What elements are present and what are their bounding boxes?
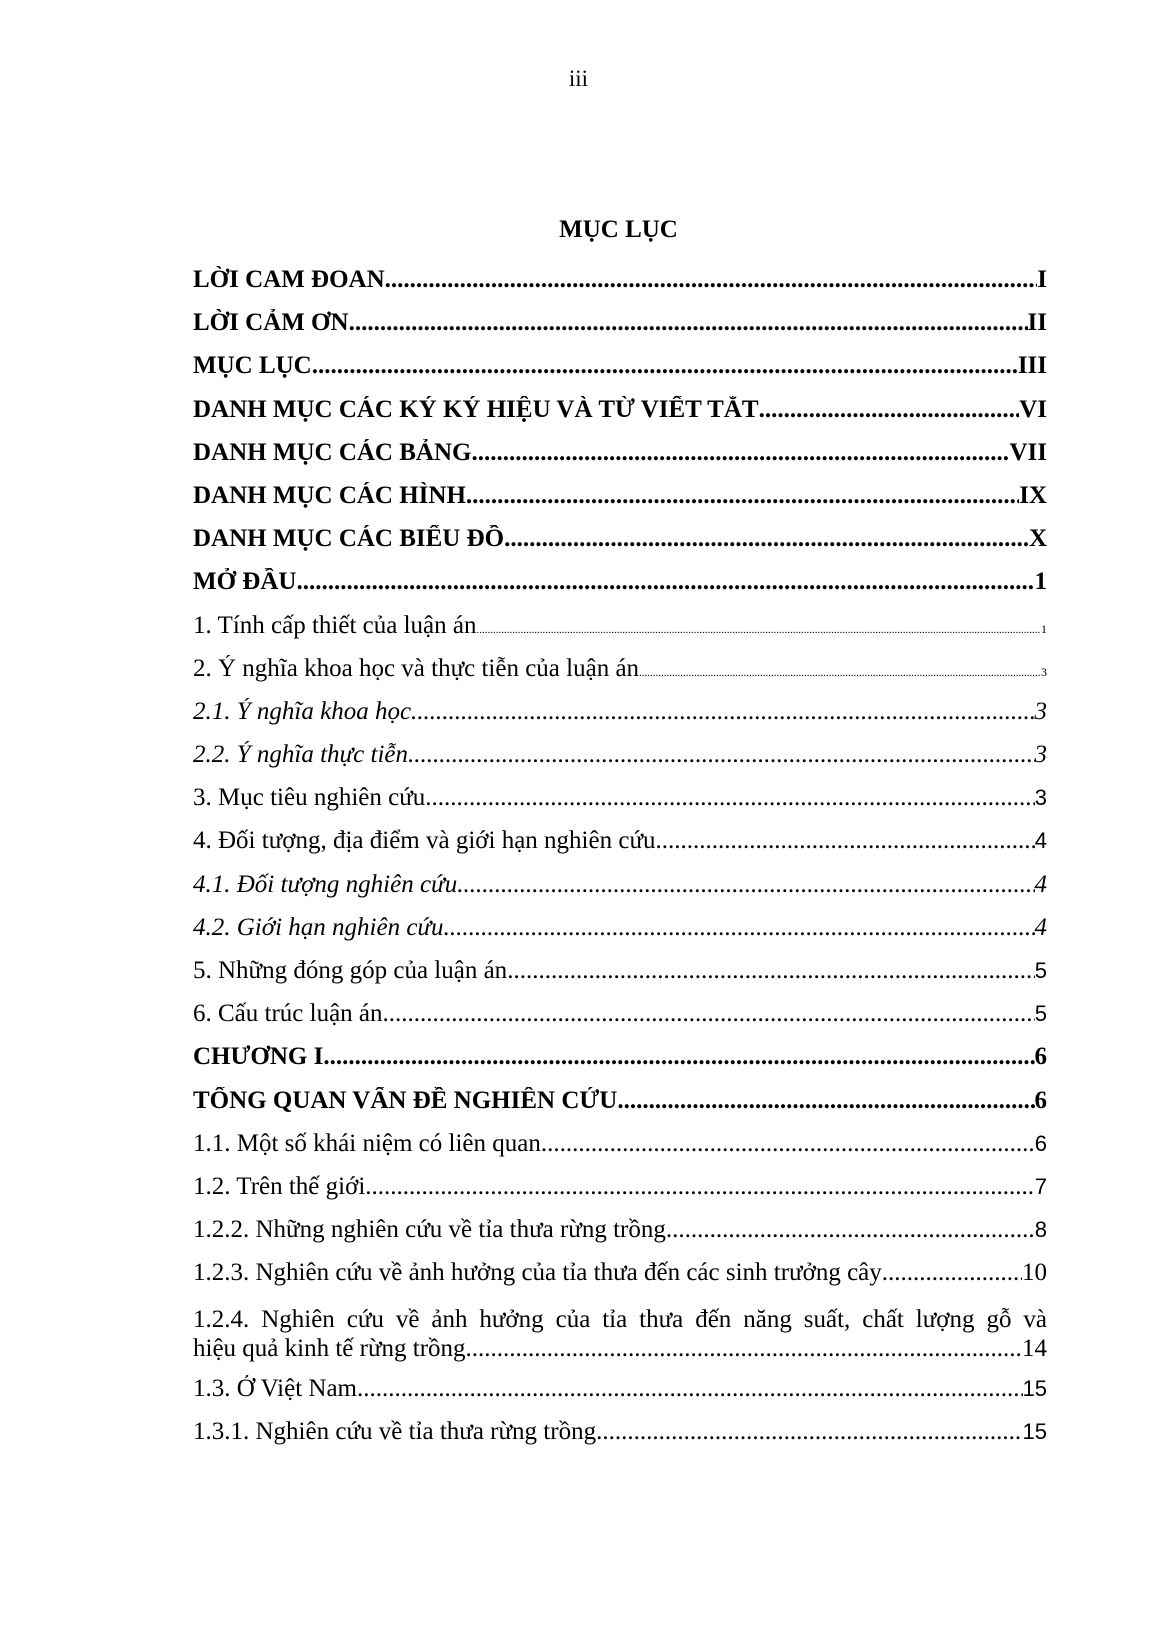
toc-dot-leader	[639, 655, 1041, 683]
toc-entry-chuong-1[interactable]	[193, 1043, 1047, 1086]
toc-entry-gioi-han-nghien-cuu[interactable]	[193, 914, 1047, 957]
toc-entry-label: 1.3. Ở Việt Nam	[193, 1374, 357, 1402]
toc-entry-label: 1.2.2. Những nghiên cứu về tỉa thưa rừng trồng	[193, 1216, 666, 1244]
toc-dot-leader	[541, 1130, 1035, 1158]
toc-entry-page: IX	[1019, 481, 1047, 509]
toc-entry-page: 6	[1034, 1130, 1047, 1156]
toc-dot-leader	[666, 1216, 1035, 1244]
toc-dot-leader	[596, 1418, 1022, 1446]
toc-dot-leader	[656, 827, 1035, 855]
toc-entry-y-nghia-thuc-tien[interactable]	[193, 741, 1047, 784]
toc-entry-line2	[193, 1334, 1047, 1363]
toc-entry-ky-hieu-viet-tat[interactable]	[193, 396, 1047, 439]
toc-entry-page: 8	[1034, 1217, 1047, 1243]
toc-entry-dong-gop[interactable]	[193, 957, 1047, 1000]
toc-entry-label: CHƯƠNG I	[193, 1043, 324, 1071]
toc-dot-leader	[504, 525, 1029, 553]
toc-entry-page: 3	[1041, 664, 1047, 679]
toc-entry-loi-cam-on[interactable]	[193, 309, 1047, 352]
toc-entry-label: DANH MỤC CÁC KÝ KÝ HIỆU VÀ TỪ VIẾT TẮT	[193, 395, 759, 423]
toc-entry-label: 6. Cấu trúc luận án	[193, 1000, 383, 1028]
toc-entry-danh-muc-hinh[interactable]	[193, 482, 1047, 525]
toc-entry-label: 5. Những đóng góp của luận án	[193, 957, 508, 984]
toc-entry-label-line1: 1.2.4. Nghiên cứu về ảnh hưởng của tỉa thưa đến năng suất, chất lượng gỗ và	[193, 1305, 1047, 1333]
toc-dot-leader	[444, 914, 1035, 942]
toc-entry-label: 1.2. Trên thế giới	[193, 1172, 366, 1200]
toc-title: MỤC LỤC	[559, 216, 678, 243]
toc-entry-label: 1.3.1. Nghiên cứu về tỉa thưa rừng trồng	[193, 1417, 597, 1445]
toc-entry-page: 1	[1041, 621, 1047, 636]
toc-entry-cau-truc[interactable]	[193, 1000, 1047, 1043]
toc-entry-danh-muc-bang[interactable]	[193, 439, 1047, 482]
toc-entry-label: 2. Ý nghĩa khoa học và thực tiễn của luận án	[193, 654, 640, 682]
toc-dot-leader	[476, 612, 1041, 640]
toc-entry-page: 10	[1022, 1259, 1047, 1287]
toc-entry-label: LỜI CẢM ƠN	[193, 309, 349, 337]
toc-entry-anh-huong-nang-suat[interactable]	[193, 1305, 1047, 1363]
toc-entry-page: VII	[1009, 438, 1047, 466]
toc-entry-page: 15	[1022, 1375, 1047, 1401]
toc-entry-label: MỞ ĐẦU	[193, 568, 297, 596]
toc-entry-tren-the-gioi[interactable]	[193, 1173, 1047, 1216]
toc-entry-page: 5	[1034, 1001, 1047, 1027]
toc-entry-page: II	[1027, 309, 1047, 337]
toc-entry-page: 6	[1034, 1086, 1047, 1114]
toc-entry-y-nghia-khoa-hoc[interactable]	[193, 698, 1047, 741]
toc-entry-loi-cam-doan[interactable]	[193, 266, 1047, 309]
toc-entry-page: VI	[1019, 395, 1047, 423]
toc-entry-label-line2: hiệu quả kinh tế rừng trồng	[193, 1334, 466, 1362]
toc-entry-page: 15	[1022, 1418, 1047, 1444]
toc-entry-label: DANH MỤC CÁC BẢNG	[193, 438, 472, 466]
toc-entry-page: 4	[1034, 913, 1047, 941]
toc-entry-label: 4. Đối tượng, địa điểm và giới hạn nghiên cứu	[193, 827, 656, 855]
toc-entry-page: 6	[1034, 1043, 1047, 1071]
toc-entry-page: 3	[1034, 697, 1047, 725]
toc-dot-leader	[466, 482, 1019, 510]
toc-entry-label: LỜI CAM ĐOAN	[193, 266, 385, 293]
toc-dot-leader	[349, 309, 1028, 337]
toc-entry-page: X	[1028, 525, 1047, 553]
toc-entry-label: DANH MỤC CÁC BIỂU ĐỒ	[193, 525, 505, 553]
toc-entry-page: I	[1037, 266, 1047, 293]
toc-dot-leader	[385, 266, 1038, 294]
toc-entry-label: MỤC LỤC	[193, 352, 312, 380]
toc-entry-label: 3. Mục tiêu nghiên cứu	[193, 784, 426, 812]
toc-entry-doi-tuong-dia-diem[interactable]	[193, 827, 1047, 870]
toc-entry-muc-tieu[interactable]	[193, 784, 1047, 827]
toc-entry-page: III	[1017, 352, 1047, 380]
toc-entry-page: 4	[1034, 828, 1047, 854]
toc-entry-tong-quan[interactable]	[193, 1087, 1047, 1130]
toc-entry-mo-dau[interactable]	[193, 568, 1047, 611]
toc-dot-leader	[411, 698, 1034, 726]
toc-entry-page: 4	[1034, 870, 1047, 898]
toc-entry-label: 4.2. Giới hạn nghiên cứu	[193, 913, 444, 941]
toc-entry-tia-thua-rung-trong[interactable]	[193, 1216, 1047, 1259]
toc-dot-leader	[425, 784, 1034, 812]
toc-dot-leader	[471, 439, 1009, 467]
toc-entry-page: 3	[1034, 741, 1047, 769]
toc-entry-page: 7	[1034, 1173, 1047, 1199]
table-of-contents	[193, 266, 1047, 1461]
toc-entry-khai-niem[interactable]	[193, 1130, 1047, 1173]
toc-entry-tinh-cap-thiet[interactable]	[193, 612, 1047, 655]
toc-entry-label: 1. Tính cấp thiết của luận án	[193, 611, 477, 639]
toc-dot-leader	[457, 871, 1034, 899]
toc-entry-label: 1.2.3. Nghiên cứu về ảnh hưởng của tỉa thưa đến các sinh trưởng cây	[193, 1259, 882, 1287]
toc-dot-leader	[365, 1173, 1034, 1201]
toc-dot-leader	[408, 741, 1034, 769]
toc-entry-label: TỔNG QUAN VẤN ĐỀ NGHIÊN CỨU	[193, 1086, 618, 1114]
toc-entry-page: 5	[1034, 958, 1047, 983]
toc-entry-o-viet-nam[interactable]	[193, 1375, 1047, 1418]
toc-entry-page: 14	[1022, 1334, 1047, 1362]
toc-entry-label: 1.1. Một số khái niệm có liên quan	[193, 1129, 541, 1157]
toc-entry-label: 2.2. Ý nghĩa thực tiễn	[193, 741, 409, 769]
toc-dot-leader	[323, 1043, 1034, 1071]
toc-entry-anh-huong-sinh-truong[interactable]	[193, 1259, 1047, 1302]
toc-dot-leader	[466, 1334, 1022, 1363]
toc-entry-page: 1	[1034, 568, 1047, 596]
toc-entry-y-nghia-khoa-hoc-thuc-tien[interactable]	[193, 655, 1047, 698]
toc-entry-page: 3	[1034, 785, 1047, 811]
toc-entry-doi-tuong-nghien-cuu[interactable]	[193, 871, 1047, 914]
toc-dot-leader	[882, 1259, 1022, 1287]
toc-dot-leader	[617, 1087, 1034, 1115]
toc-entry-label: DANH MỤC CÁC HÌNH	[193, 481, 466, 509]
page-number: iii	[568, 66, 589, 91]
toc-entry-danh-muc-bieu-do[interactable]	[193, 525, 1047, 568]
toc-entry-label: 2.1. Ý nghĩa khoa học	[193, 697, 412, 725]
toc-dot-leader	[383, 1000, 1035, 1028]
toc-entry-label: 4.1. Đối tượng nghiên cứu	[193, 870, 458, 898]
toc-dot-leader	[357, 1375, 1023, 1403]
toc-dot-leader	[296, 568, 1034, 596]
toc-entry-muc-luc[interactable]	[193, 352, 1047, 395]
toc-dot-leader	[312, 352, 1018, 380]
toc-dot-leader	[507, 957, 1035, 985]
toc-dot-leader	[759, 396, 1020, 424]
toc-entry-tia-thua-viet-nam[interactable]	[193, 1418, 1047, 1461]
